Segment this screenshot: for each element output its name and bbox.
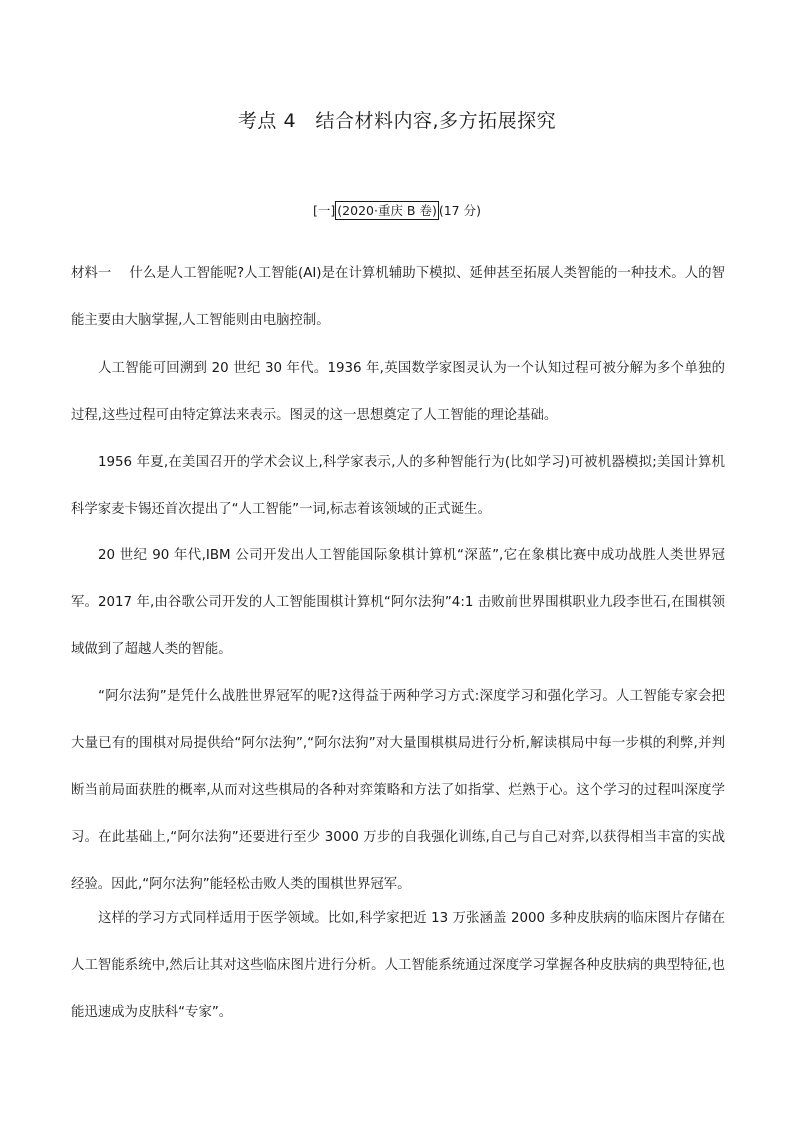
source-exam-box: (2020·重庆 B 卷): [337, 203, 437, 218]
paragraph-turing: 人工智能可回溯到 20 世纪 30 年代。1936 年,英国数学家图灵认为一个认知过程可被分解为多个单独的过程,这些过程可由特定算法来表示。图灵的这一思想奠定了人工智能的理论基础。: [71, 361, 725, 423]
source-line: [0, 201, 794, 219]
source-score: (17 分): [438, 203, 481, 218]
paragraph-1956: 1956 年夏,在美国召开的学术会议上,科学家表示,人的多种智能行为(比如学习)可被机器模拟;美国计算机科学家麦卡锡还首次提出了“人工智能”一词,标志着该领域的正式诞生。: [71, 455, 725, 517]
paragraph-alphago: “阿尔法狗”是凭什么战胜世界冠军的呢?这得益于两种学习方式:深度学习和强化学习。人工智能专家会把大量已有的围棋对局提供给“阿尔法狗”,“阿尔法狗”对大量围棋棋局进行分析,解读棋局中每一步棋的利弊,并判断当前局面获胜的概率,从而对这些棋局的各种对弈策略和方法了如指掌、烂熟于心。这个学习的过程叫深度学习。在此基础上,“阿尔法狗”还要进行至少 3000 万步的自我强化训练,自己与自己对弈,以获得相当丰富的实战经验。因此,“阿尔法狗”能轻松击败人类的围棋世界冠军。: [71, 689, 725, 892]
page-title: 考点 4 结合材料内容,多方拓展探究: [237, 110, 557, 132]
paragraph-deep-blue: 20 世纪 90 年代,IBM 公司开发出人工智能国际象棋计算机“深蓝”,它在象棋比赛中成功战胜人类世界冠军。2017 年,由谷歌公司开发的人工智能围棋计算机“阿尔法狗”4:1 击败前世界围棋职业九段李世石,在围棋领域做到了超越人类的智能。: [71, 548, 725, 657]
paragraph-medicine: 这样的学习方式同样适用于医学领域。比如,科学家把近 13 万张涵盖 2000 多种皮肤病的临床图片存储在人工智能系统中,然后让其对这些临床图片进行分析。人工智能系统通过深度学习掌握各种皮肤病的典型特征,也能迅速成为皮肤科“专家”。: [71, 911, 725, 1020]
paragraph-material-one: [71, 250, 725, 344]
paragraph-text: 什么是人工智能呢?人工智能(AI)是在计算机辅助下模拟、延伸甚至拓展人类智能的一种技术。人的智能主要由大脑掌握,人工智能则由电脑控制。: [71, 266, 726, 328]
material-label: 材料一: [71, 266, 112, 281]
source-index: [一]: [313, 203, 336, 218]
